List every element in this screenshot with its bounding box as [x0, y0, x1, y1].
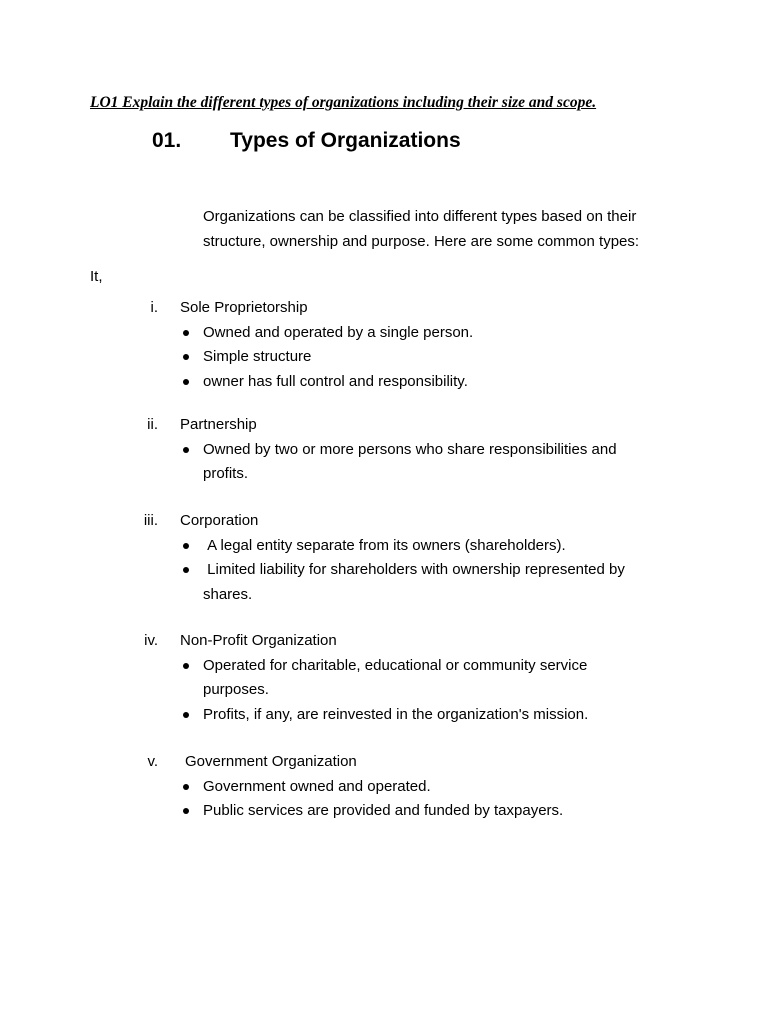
list-numeral: ii. [147, 416, 158, 433]
bullet-point: Limited liability for shareholders with ownership represented by shares. [180, 558, 670, 607]
org-type-title: Partnership [180, 416, 257, 433]
bullet-point: A legal entity separate from its owners (shareholders). [180, 534, 670, 559]
bullet-point: Owned by two or more persons who share responsibilities and profits. [180, 438, 660, 487]
org-type-title: Non-Profit Organization [180, 632, 337, 649]
bullet-point: Owned and operated by a single person. [180, 321, 680, 346]
bullet-point: Government owned and operated. [180, 775, 680, 800]
list-numeral: i. [150, 299, 158, 316]
learning-outcome-heading: LO1 Explain the different types of organizations including their size and scope. [90, 94, 597, 111]
section-title: Types of Organizations [230, 129, 461, 152]
lead-text: It, [90, 268, 103, 285]
bullet-point: Public services are provided and funded by taxpayers. [180, 799, 680, 824]
list-numeral: iii. [143, 512, 158, 529]
list-numeral: iv. [144, 632, 158, 649]
list-numeral: v. [147, 753, 158, 770]
bullet-point: Operated for charitable, educational or community service purposes. [180, 654, 630, 703]
intro-paragraph: Organizations can be classified into different types based on their structure, ownership and purpose. Here are some common types: [203, 208, 640, 250]
org-type-title: Government Organization [185, 753, 357, 770]
section-number: 01. [152, 129, 182, 152]
org-type-title: Corporation [180, 512, 259, 529]
org-type-title: Sole Proprietorship [180, 299, 308, 316]
bullet-point: Simple structure [180, 345, 680, 370]
bullet-point: Profits, if any, are reinvested in the organization's mission. [180, 703, 630, 728]
bullet-point: owner has full control and responsibility. [180, 370, 680, 395]
